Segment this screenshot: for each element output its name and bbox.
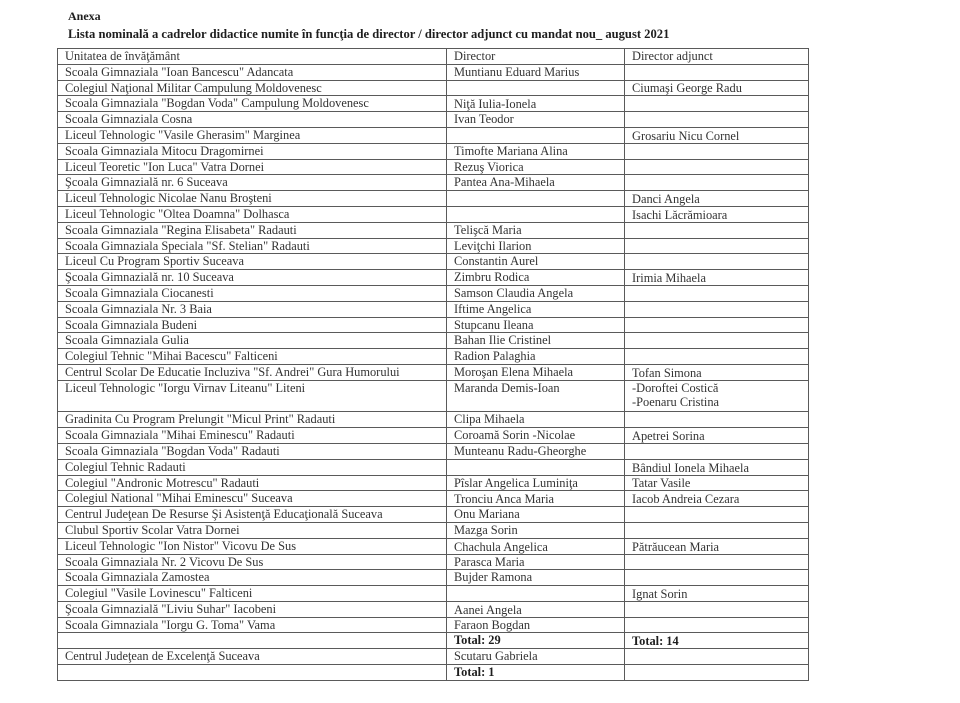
cell-director xyxy=(447,80,625,96)
table-row xyxy=(58,601,809,617)
cell-deputy: Iacob Andreia Cezara xyxy=(625,491,809,507)
cell-deputy: Bândiul Ionela Mihaela xyxy=(625,459,809,475)
annex-label: Anexa xyxy=(68,9,101,23)
cell-director: Scutaru Gabriela xyxy=(447,649,625,665)
cell-director: Ivan Teodor xyxy=(447,112,625,128)
table-row xyxy=(58,333,809,349)
cell-unit: Liceul Tehnologic "Ion Nistor" Vicovu De Sus xyxy=(58,538,447,554)
cell-deputy: Irimia Mihaela xyxy=(625,270,809,286)
cell-unit: Scoala Gimnaziala Mitocu Dragomirnei xyxy=(58,143,447,159)
cell-deputy xyxy=(625,159,809,175)
cell-deputy xyxy=(625,349,809,365)
cell-deputy xyxy=(625,333,809,349)
cell-unit: Şcoala Gimnazială nr. 10 Suceava xyxy=(58,270,447,286)
cell-unit: Scoala Gimnaziala Nr. 3 Baia xyxy=(58,301,447,317)
cell-unit: Colegiul Tehnic "Mihai Bacescu" Falticeni xyxy=(58,349,447,365)
cell-unit: Clubul Sportiv Scolar Vatra Dornei xyxy=(58,522,447,538)
totals-row xyxy=(58,633,809,649)
cell-deputy xyxy=(625,301,809,317)
appointments-table xyxy=(57,48,809,681)
cell-director: Samson Claudia Angela xyxy=(447,285,625,301)
cell-director: Faraon Bogdan xyxy=(447,617,625,633)
cell-unit: Liceul Cu Program Sportiv Suceava xyxy=(58,254,447,270)
cell-deputy xyxy=(625,64,809,80)
cell-deputy: Tofan Simona xyxy=(625,364,809,380)
table-header-row xyxy=(58,49,809,65)
cell-deputy xyxy=(625,285,809,301)
table-row xyxy=(58,159,809,175)
table-row xyxy=(58,96,809,112)
cell-director: Iftime Angelica xyxy=(447,301,625,317)
table-row xyxy=(58,222,809,238)
cell-director: Stupcanu Ileana xyxy=(447,317,625,333)
cell-deputy xyxy=(625,570,809,586)
table-row xyxy=(58,112,809,128)
header-unit: Unitatea de învăţământ xyxy=(58,49,447,65)
cell-unit: Centrul Judeţean de Excelenţă Suceava xyxy=(58,649,447,665)
cell-deputy xyxy=(625,443,809,459)
table-row xyxy=(58,522,809,538)
cell-deputy xyxy=(625,412,809,428)
cell-unit: Colegiul National "Mihai Eminescu" Suceava xyxy=(58,491,447,507)
table-row xyxy=(58,270,809,286)
table-row xyxy=(58,570,809,586)
cell-deputy xyxy=(625,507,809,523)
cell-director: Pantea Ana-Mihaela xyxy=(447,175,625,191)
cell-unit xyxy=(58,665,447,681)
cell-director: Parasca Maria xyxy=(447,554,625,570)
table-row xyxy=(58,380,809,412)
director-total: Total: 1 xyxy=(447,665,625,681)
table-row xyxy=(58,317,809,333)
cell-unit: Colegiul "Andronic Motrescu" Radauti xyxy=(58,475,447,491)
table-row xyxy=(58,507,809,523)
header-director: Director xyxy=(447,49,625,65)
cell-deputy xyxy=(625,254,809,270)
cell-deputy: Ciumaşi George Radu xyxy=(625,80,809,96)
cell-deputy xyxy=(625,665,809,681)
cell-deputy: Pătrăucean Maria xyxy=(625,538,809,554)
cell-unit: Colegiul Tehnic Radauti xyxy=(58,459,447,475)
cell-unit: Scoala Gimnaziala "Iorgu G. Toma" Vama xyxy=(58,617,447,633)
cell-unit: Gradinita Cu Program Prelungit "Micul Print" Radauti xyxy=(58,412,447,428)
table-row xyxy=(58,475,809,491)
cell-unit: Scoala Gimnaziala "Bogdan Voda" Campulung Moldovenesc xyxy=(58,96,447,112)
cell-deputy-line: -Doroftei Costică xyxy=(632,380,719,395)
cell-unit: Scoala Gimnaziala Budeni xyxy=(58,317,447,333)
cell-deputy xyxy=(625,380,809,412)
cell-unit: Scoala Gimnaziala Nr. 2 Vicovu De Sus xyxy=(58,554,447,570)
excellence-row xyxy=(58,649,809,665)
table-row xyxy=(58,586,809,602)
cell-director: Mazga Sorin xyxy=(447,522,625,538)
cell-unit: Centrul Judeţean De Resurse Şi Asistenţă Educaţională Suceava xyxy=(58,507,447,523)
cell-unit: Scoala Gimnaziala Zamostea xyxy=(58,570,447,586)
table-row xyxy=(58,238,809,254)
cell-director: Aanei Angela xyxy=(447,601,625,617)
cell-director: Chachula Angelica xyxy=(447,538,625,554)
table-row xyxy=(58,412,809,428)
director-total: Total: 29 xyxy=(447,633,625,649)
totals-row-2 xyxy=(58,665,809,681)
table-row xyxy=(58,143,809,159)
cell-director: Munteanu Radu-Gheorghe xyxy=(447,443,625,459)
cell-deputy: Apetrei Sorina xyxy=(625,428,809,444)
cell-unit: Centrul Scolar De Educatie Incluziva "Sf. Andrei" Gura Humorului xyxy=(58,364,447,380)
cell-unit: Scoala Gimnaziala "Regina Elisabeta" Radauti xyxy=(58,222,447,238)
cell-unit: Scoala Gimnaziala "Mihai Eminescu" Radauti xyxy=(58,428,447,444)
cell-deputy: Isachi Lăcrămioara xyxy=(625,206,809,222)
cell-director: Constantin Aurel xyxy=(447,254,625,270)
cell-director: Muntianu Eduard Marius xyxy=(447,64,625,80)
cell-unit: Şcoala Gimnazială "Liviu Suhar" Iacobeni xyxy=(58,601,447,617)
cell-unit: Liceul Tehnologic "Iorgu Virnav Liteanu" Liteni xyxy=(58,380,447,412)
cell-director: Moroşan Elena Mihaela xyxy=(447,364,625,380)
table-row xyxy=(58,175,809,191)
cell-director: Clipa Mihaela xyxy=(447,412,625,428)
cell-director: Telişcă Maria xyxy=(447,222,625,238)
cell-unit: Liceul Tehnologic "Vasile Gherasim" Marginea xyxy=(58,127,447,143)
cell-director: Rezuş Viorica xyxy=(447,159,625,175)
table-row xyxy=(58,428,809,444)
cell-unit: Scoala Gimnaziala Gulia xyxy=(58,333,447,349)
cell-unit: Colegiul Naţional Militar Campulung Moldovenesc xyxy=(58,80,447,96)
table-row xyxy=(58,554,809,570)
cell-unit: Scoala Gimnaziala Ciocanesti xyxy=(58,285,447,301)
table-row xyxy=(58,349,809,365)
table-row xyxy=(58,491,809,507)
cell-unit xyxy=(58,633,447,649)
cell-director: Timofte Mariana Alina xyxy=(447,143,625,159)
document-title: Lista nominală a cadrelor didactice numite în funcţia de director / director adjunct cu mandat nou_ august 2021 xyxy=(68,27,670,41)
cell-unit: Colegiul "Vasile Lovinescu" Falticeni xyxy=(58,586,447,602)
cell-deputy xyxy=(625,522,809,538)
cell-director xyxy=(447,127,625,143)
table-row xyxy=(58,64,809,80)
header-deputy: Director adjunct xyxy=(625,49,809,65)
cell-unit: Scoala Gimnaziala Cosna xyxy=(58,112,447,128)
cell-deputy: Tatar Vasile xyxy=(625,475,809,491)
cell-deputy xyxy=(625,617,809,633)
table-row xyxy=(58,617,809,633)
cell-deputy xyxy=(625,143,809,159)
cell-director: Zimbru Rodica xyxy=(447,270,625,286)
table-row xyxy=(58,443,809,459)
table-row xyxy=(58,80,809,96)
table-row xyxy=(58,254,809,270)
deputy-total: Total: 14 xyxy=(625,633,809,649)
cell-deputy xyxy=(625,112,809,128)
table-row xyxy=(58,191,809,207)
cell-deputy xyxy=(625,554,809,570)
cell-director: Tronciu Anca Maria xyxy=(447,491,625,507)
cell-deputy xyxy=(625,649,809,665)
table-row xyxy=(58,364,809,380)
cell-deputy xyxy=(625,317,809,333)
table-row xyxy=(58,285,809,301)
cell-deputy: Ignat Sorin xyxy=(625,586,809,602)
cell-director: Radion Palaghia xyxy=(447,349,625,365)
cell-deputy xyxy=(625,238,809,254)
cell-deputy xyxy=(625,175,809,191)
cell-director xyxy=(447,206,625,222)
cell-unit: Liceul Tehnologic "Oltea Doamna" Dolhasca xyxy=(58,206,447,222)
cell-unit: Liceul Tehnologic Nicolae Nanu Broşteni xyxy=(58,191,447,207)
table-row xyxy=(58,127,809,143)
cell-director xyxy=(447,459,625,475)
cell-director: Niţă Iulia-Ionela xyxy=(447,96,625,112)
cell-director: Coroamă Sorin -Nicolae xyxy=(447,428,625,444)
table-row xyxy=(58,301,809,317)
table-row xyxy=(58,459,809,475)
cell-deputy: Grosariu Nicu Cornel xyxy=(625,127,809,143)
cell-director xyxy=(447,191,625,207)
cell-unit: Şcoala Gimnazială nr. 6 Suceava xyxy=(58,175,447,191)
cell-unit: Liceul Teoretic "Ion Luca" Vatra Dornei xyxy=(58,159,447,175)
cell-deputy-line: -Poenaru Cristina xyxy=(632,394,720,409)
cell-deputy xyxy=(625,601,809,617)
cell-director: Pîslar Angelica Luminiţa xyxy=(447,475,625,491)
cell-director: Maranda Demis-Ioan xyxy=(447,380,625,412)
cell-unit: Scoala Gimnaziala "Ioan Bancescu" Adancata xyxy=(58,64,447,80)
cell-unit: Scoala Gimnaziala Speciala "Sf. Stelian" Radauti xyxy=(58,238,447,254)
cell-director: Bahan Ilie Cristinel xyxy=(447,333,625,349)
table-row xyxy=(58,538,809,554)
cell-deputy xyxy=(625,222,809,238)
cell-director: Leviţchi Ilarion xyxy=(447,238,625,254)
cell-director xyxy=(447,586,625,602)
cell-unit: Scoala Gimnaziala "Bogdan Voda" Radauti xyxy=(58,443,447,459)
cell-deputy xyxy=(625,96,809,112)
cell-deputy: Danci Angela xyxy=(625,191,809,207)
cell-director: Onu Mariana xyxy=(447,507,625,523)
cell-director: Bujder Ramona xyxy=(447,570,625,586)
table-row xyxy=(58,206,809,222)
